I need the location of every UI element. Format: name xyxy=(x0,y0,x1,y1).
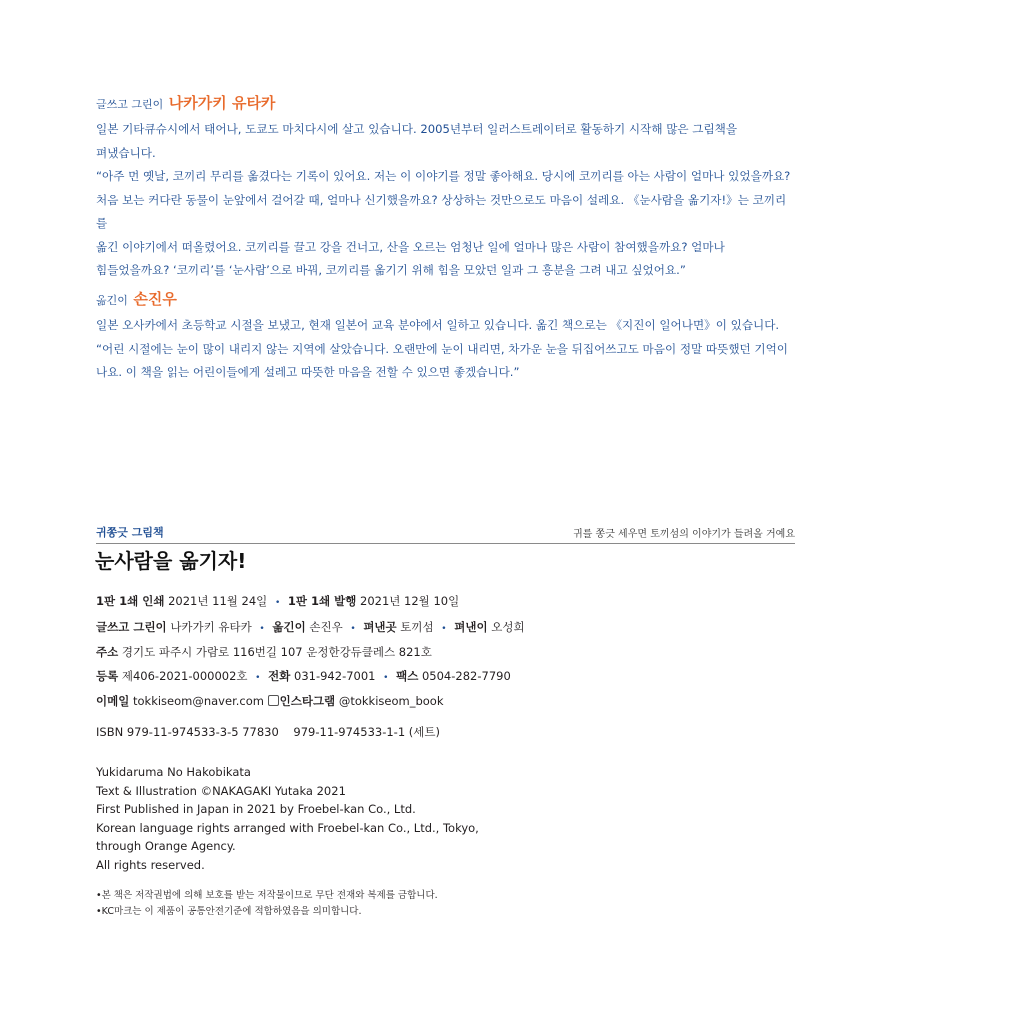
fax-value: 0504-282-7790 xyxy=(421,668,511,683)
legal-note: •본 책은 저작권법에 의해 보호를 받는 저작물이므로 무단 전재와 복제를 금합니다. xyxy=(96,890,438,901)
publish-date: 2021년 12월 10일 xyxy=(360,594,460,608)
imprint-registration xyxy=(96,665,525,691)
imprint-address xyxy=(96,641,525,665)
author-line: 일본 기타큐슈시에서 태어나, 도쿄도 마치다시에 살고 있습니다. 2005년부터 일러스트레이터로 활동하기 시작해 많은 그림책을 xyxy=(96,122,738,136)
english-line: through Orange Agency. xyxy=(96,839,236,853)
separator-dot: • xyxy=(274,598,281,608)
reg-value: 제406-2021-000002호 xyxy=(121,668,248,683)
author-heading xyxy=(96,95,796,113)
translator-bio xyxy=(96,291,796,385)
address-value: 경기도 파주시 가람로 116번길 107 운정한강듀클레스 821호 xyxy=(121,645,432,659)
author-bio xyxy=(96,95,796,283)
translator-role: 옮긴이 xyxy=(96,294,128,307)
series-tagline: 귀를 쫑긋 세우면 토끼섬의 이야기가 들려올 거예요 xyxy=(573,529,795,540)
english-line: Korean language rights arranged with Froebel-kan Co., Ltd., Tokyo, xyxy=(96,820,479,835)
legal-notes xyxy=(96,888,438,920)
translator-line: 나요. 이 책을 읽는 어린이들에게 설레고 따뜻한 마음을 전할 수 있으면 좋겠습니다.” xyxy=(96,365,520,379)
legal-note: •KC마크는 이 제품이 공통안전기준에 적합하였음을 의미합니다. xyxy=(96,906,362,917)
separator-dot: • xyxy=(383,672,389,683)
imprint-credits xyxy=(96,616,525,642)
author-line: 옮긴 이야기에서 떠올렸어요. 코끼리를 끌고 강을 건너고, 산을 오르는 엄청난 일에 얼마나 많은 사람이 참여했을까요? 얼마나 xyxy=(96,239,725,254)
print-date: 2021년 11월 24일 xyxy=(168,594,268,608)
editor-value: 오성희 xyxy=(491,619,525,634)
english-line: All rights reserved. xyxy=(96,857,205,872)
imprint xyxy=(96,590,525,714)
imprint-translator-value: 손진우 xyxy=(309,619,343,634)
email-label: 이메일 xyxy=(96,694,130,708)
english-line: Yukidaruma No Hakobikata xyxy=(96,765,251,779)
imprint-dates xyxy=(96,590,525,616)
translator-name: 손진우 xyxy=(133,290,177,308)
author-line: “아주 먼 옛날, 코끼리 무리를 옮겼다는 기록이 있어요. 저는 이 이야기를 정말 좋아해요. 당시에 코끼리를 아는 사람이 얼마나 있었을까요? xyxy=(96,169,791,183)
separator-dot: • xyxy=(255,672,261,683)
imprint-contact xyxy=(96,690,525,714)
separator-dot: • xyxy=(350,623,356,634)
book-title: 눈사람을 옮기자! xyxy=(95,549,247,573)
series-name: 귀쫑긋 그림책 xyxy=(96,526,164,539)
author-line: 처음 보는 커다란 동물이 눈앞에서 걸어갈 때, 얼마나 신기했을까요? 상상하는 것만으로도 마음이 설레요. 《눈사람을 옮기자!》는 코끼리를 xyxy=(96,192,787,230)
reg-label: 등록 xyxy=(96,668,119,683)
print-label: 1판 1쇄 인쇄 xyxy=(96,594,165,608)
separator-dot: • xyxy=(259,623,265,634)
imprint-author-label: 글쓰고 그린이 xyxy=(96,619,167,634)
isbn: ISBN 979-11-974533-3-5 77830 979-11-974533-1-1 (세트) xyxy=(96,725,440,739)
author-role: 글쓰고 그린이 xyxy=(96,98,164,111)
translator-line: “어린 시절에는 눈이 많이 내리지 않는 지역에 살았습니다. 오랜만에 눈이 내리면, 차가운 눈을 뒤집어쓰고도 마음이 정말 따뜻했던 기억이 xyxy=(96,341,789,356)
english-rights xyxy=(96,763,479,874)
address-label: 주소 xyxy=(96,645,119,659)
publish-label: 1판 1쇄 발행 xyxy=(287,594,357,608)
publisher-label: 펴낸곳 xyxy=(363,619,397,634)
author-line: 힘들었을까요? ‘코끼리’를 ‘눈사람’으로 바꿔, 코끼리를 옮기기 위해 힘을 모았던 일과 그 흥분을 그려 내고 싶었어요.” xyxy=(96,263,686,277)
imprint-author-value: 나카가키 유타카 xyxy=(170,619,252,634)
author-text xyxy=(96,118,796,283)
insta-label: 인스타그램 xyxy=(279,694,336,708)
author-name: 나카가키 유타카 xyxy=(168,94,276,112)
imprint-translator-label: 옮긴이 xyxy=(272,619,306,634)
publisher-value: 토끼섬 xyxy=(400,619,434,634)
editor-label: 펴낸이 xyxy=(454,619,488,634)
translator-heading xyxy=(96,291,796,309)
series-row xyxy=(96,524,795,544)
instagram-icon xyxy=(268,695,279,706)
english-line: First Published in Japan in 2021 by Froebel-kan Co., Ltd. xyxy=(96,802,416,816)
phone-label: 전화 xyxy=(268,668,291,683)
fax-label: 팩스 xyxy=(396,668,419,683)
english-line: Text & Illustration ©NAKAGAKI Yutaka 2021 xyxy=(96,783,346,798)
email-value[interactable]: tokkiseom@naver.com xyxy=(132,694,264,708)
insta-value[interactable]: @tokkiseom_book xyxy=(338,694,444,708)
author-line: 펴냈습니다. xyxy=(96,145,156,160)
separator-dot: • xyxy=(441,623,447,634)
translator-text xyxy=(96,314,796,385)
translator-line: 일본 오사카에서 초등학교 시절을 보냈고, 현재 일본어 교육 분야에서 일하고 있습니다. 옮긴 책으로는 《지진이 일어나면》이 있습니다. xyxy=(96,318,780,332)
phone-value: 031-942-7001 xyxy=(294,668,376,683)
